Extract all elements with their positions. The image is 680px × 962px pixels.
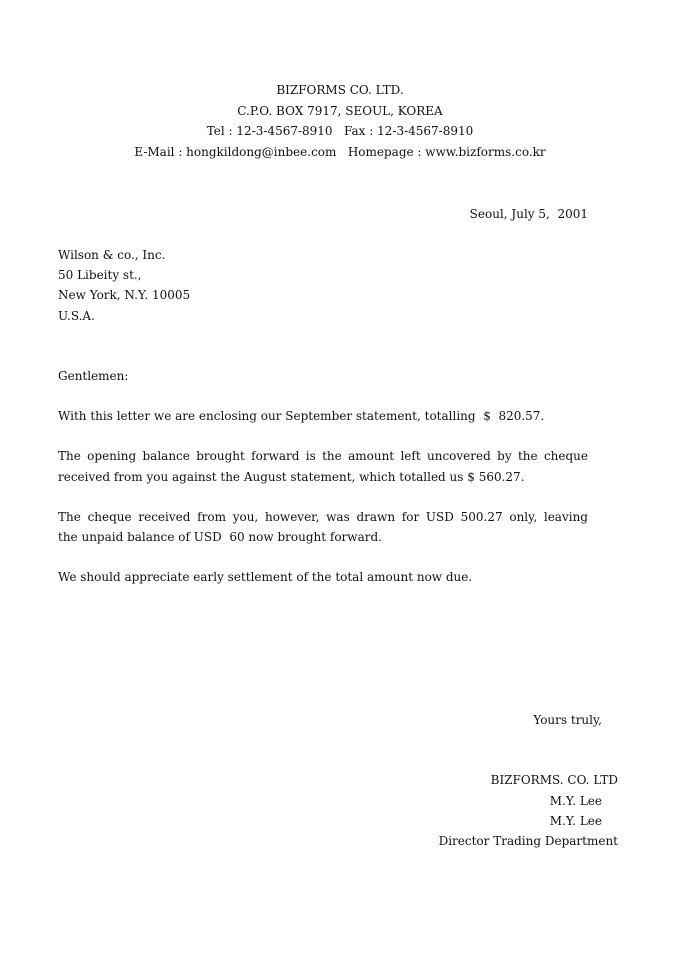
body-paragraph-4: We should appreciate early settlement of the total amount now due. bbox=[58, 570, 473, 584]
closing: Yours truly, bbox=[533, 713, 602, 727]
recipient-line-1: Wilson & co., Inc. bbox=[58, 248, 166, 262]
body-paragraph-1: With this letter we are enclosing our September statement, totalling $ 820.57. bbox=[58, 409, 545, 423]
letter-date: Seoul, July 5, 2001 bbox=[469, 207, 588, 221]
recipient-line-4: U.S.A. bbox=[58, 309, 95, 323]
body-paragraph-3-line-2: the unpaid balance of USD 60 now brought forward. bbox=[58, 530, 382, 544]
body-paragraph-2-line-2: received from you against the August statement, which totalled us $ 560.27. bbox=[58, 470, 525, 484]
signature-name-2: M.Y. Lee bbox=[549, 814, 602, 828]
recipient-line-3: New York, N.Y. 10005 bbox=[58, 288, 191, 302]
letterhead-phone-fax: Tel : 12-3-4567-8910 Fax : 12-3-4567-8910 bbox=[206, 124, 474, 138]
signature-name-1: M.Y. Lee bbox=[549, 794, 602, 808]
body-paragraph-2-line-1: The opening balance brought forward is the amount left uncovered by the cheque bbox=[58, 449, 588, 463]
letterhead-email-homepage: E-Mail : hongkildong@inbee.com Homepage : www.bizforms.co.kr bbox=[134, 145, 546, 159]
letterhead-address: C.P.O. BOX 7917, SEOUL, KOREA bbox=[237, 104, 443, 118]
recipient-line-2: 50 Libeity st., bbox=[58, 268, 142, 282]
salutation: Gentlemen: bbox=[58, 369, 129, 383]
signature-title: Director Trading Department bbox=[438, 834, 618, 848]
signature-company: BIZFORMS. CO. LTD bbox=[490, 773, 618, 787]
letterhead-company: BIZFORMS CO. LTD. bbox=[276, 83, 404, 97]
body-paragraph-3-line-1: The cheque received from you, however, was drawn for USD 500.27 only, leaving bbox=[58, 510, 588, 524]
